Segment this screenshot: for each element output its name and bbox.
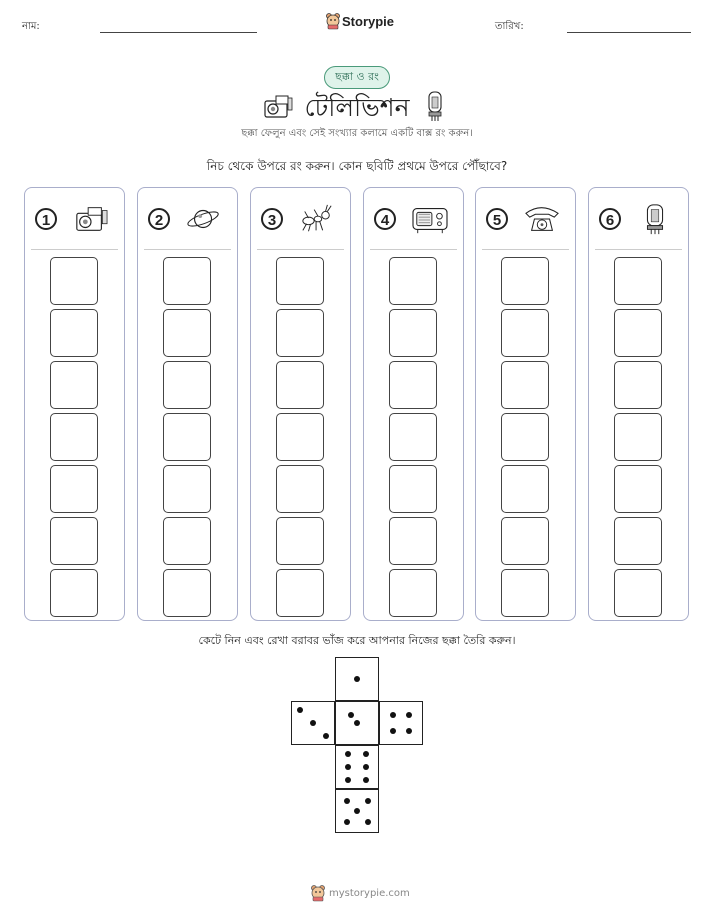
date-line[interactable] — [567, 32, 691, 33]
color-box[interactable] — [276, 517, 324, 565]
camera-icon — [262, 92, 294, 120]
color-box[interactable] — [389, 569, 437, 617]
color-box[interactable] — [614, 413, 662, 461]
column-divider — [144, 249, 231, 250]
die-pip — [390, 728, 396, 734]
color-box[interactable] — [389, 413, 437, 461]
die-pip — [348, 712, 354, 718]
column-divider — [595, 249, 682, 250]
brand-logo — [325, 12, 395, 32]
die-pip — [345, 764, 351, 770]
color-box[interactable] — [163, 569, 211, 617]
color-box[interactable] — [163, 257, 211, 305]
color-box[interactable] — [276, 257, 324, 305]
color-box[interactable] — [389, 361, 437, 409]
vacuum-tube-icon — [633, 202, 677, 236]
page-title: টেলিভিশন — [304, 93, 410, 122]
color-box[interactable] — [276, 309, 324, 357]
ant-icon — [295, 202, 339, 236]
column-5 — [475, 187, 576, 621]
vacuum-tube-icon — [426, 90, 444, 122]
die-face-1 — [335, 657, 379, 701]
column-divider — [370, 249, 457, 250]
column-number: 6 — [599, 208, 621, 230]
column-divider — [257, 249, 344, 250]
die-pip — [297, 707, 303, 713]
radio-icon — [408, 202, 452, 236]
footer — [310, 884, 410, 904]
color-box[interactable] — [276, 465, 324, 513]
page-subtitle: ছক্কা ফেলুন এবং সেই সংখ্যার কলামে একটি বাক্স রং করুন। — [241, 128, 473, 139]
die-pip — [363, 777, 369, 783]
color-box[interactable] — [50, 361, 98, 409]
column-number: 5 — [486, 208, 508, 230]
color-box[interactable] — [50, 309, 98, 357]
die-pip — [345, 751, 351, 757]
color-box[interactable] — [501, 257, 549, 305]
column-4 — [363, 187, 464, 621]
color-box[interactable] — [50, 257, 98, 305]
die-face-6 — [335, 745, 379, 789]
color-box[interactable] — [163, 361, 211, 409]
die-face-3 — [291, 701, 335, 745]
name-label: নাম: — [22, 21, 40, 32]
color-box[interactable] — [276, 569, 324, 617]
color-box[interactable] — [614, 361, 662, 409]
color-box[interactable] — [50, 413, 98, 461]
color-box[interactable] — [614, 257, 662, 305]
column-divider — [482, 249, 569, 250]
color-box[interactable] — [614, 517, 662, 565]
brand-name: Storypie — [342, 14, 395, 29]
die-pip — [365, 819, 371, 825]
color-box[interactable] — [163, 309, 211, 357]
color-box[interactable] — [614, 309, 662, 357]
color-box[interactable] — [50, 569, 98, 617]
column-6 — [588, 187, 689, 621]
color-box[interactable] — [501, 569, 549, 617]
color-box[interactable] — [163, 465, 211, 513]
die-pip — [406, 712, 412, 718]
footer-url: mystorypie.com — [329, 888, 410, 899]
planet-icon — [182, 202, 226, 236]
color-box[interactable] — [501, 517, 549, 565]
die-pip — [365, 798, 371, 804]
color-box[interactable] — [501, 361, 549, 409]
die-face-5 — [335, 789, 379, 833]
color-box[interactable] — [501, 465, 549, 513]
name-line[interactable] — [100, 32, 257, 33]
color-box[interactable] — [50, 465, 98, 513]
color-box[interactable] — [163, 517, 211, 565]
die-pip — [363, 751, 369, 757]
color-box[interactable] — [614, 465, 662, 513]
die-pip — [345, 777, 351, 783]
die-face-2 — [335, 701, 379, 745]
color-box[interactable] — [389, 309, 437, 357]
die-pip — [344, 819, 350, 825]
column-number: 2 — [148, 208, 170, 230]
date-label: তারিখ: — [495, 21, 524, 32]
column-number: 1 — [35, 208, 57, 230]
die-pip — [310, 720, 316, 726]
column-divider — [31, 249, 118, 250]
color-box[interactable] — [163, 413, 211, 461]
instruction-text: নিচ থেকে উপরে রং করুন। কোন ছবিটি প্রথমে উপরে পৌঁছাবে? — [206, 159, 508, 173]
telephone-icon — [520, 202, 564, 236]
column-1 — [24, 187, 125, 621]
die-pip — [354, 808, 360, 814]
die-pip — [344, 798, 350, 804]
color-box[interactable] — [389, 465, 437, 513]
die-pip — [390, 712, 396, 718]
color-box[interactable] — [501, 309, 549, 357]
column-number: 4 — [374, 208, 396, 230]
cut-instruction: কেটে নিন এবং রেখা বরাবর ভাঁজ করে আপনার নিজের ছক্কা তৈরি করুন। — [198, 634, 516, 647]
bear-mascot-icon — [325, 12, 341, 30]
die-pip — [323, 733, 329, 739]
die-pip — [354, 720, 360, 726]
color-box[interactable] — [614, 569, 662, 617]
color-box[interactable] — [276, 413, 324, 461]
color-box[interactable] — [389, 517, 437, 565]
color-box[interactable] — [276, 361, 324, 409]
column-number: 3 — [261, 208, 283, 230]
die-face-4 — [379, 701, 423, 745]
die-pip — [363, 764, 369, 770]
column-2 — [137, 187, 238, 621]
game-badge: ছক্কা ও রং — [324, 66, 390, 89]
column-3 — [250, 187, 351, 621]
bear-mascot-icon — [310, 884, 326, 902]
die-pip — [406, 728, 412, 734]
die-pip — [354, 676, 360, 682]
color-box[interactable] — [50, 517, 98, 565]
color-box[interactable] — [501, 413, 549, 461]
camera-icon — [69, 202, 113, 236]
color-box[interactable] — [389, 257, 437, 305]
